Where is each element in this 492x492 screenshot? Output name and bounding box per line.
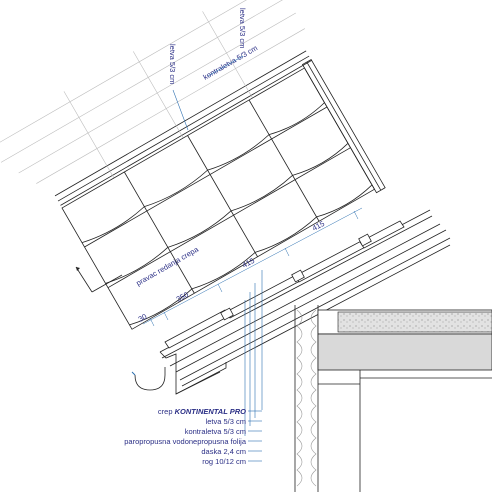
ceiling-slab: [318, 310, 492, 492]
dim-30: 30: [136, 311, 149, 324]
label-letva-mid: letva 5/3 cm: [168, 44, 177, 85]
dim-415-a: 415: [240, 255, 256, 270]
legend-letva: letva 5/3 cm: [205, 417, 246, 426]
legend-folija: paropropusna vodonepropusna folija: [124, 437, 246, 446]
legend-rog: rog 10/12 cm: [202, 457, 246, 466]
dim-350: 350: [174, 289, 190, 304]
label-letva-top: letva 5/3 cm: [238, 8, 247, 49]
legend: [124, 407, 262, 466]
legend-kontraletva: kontraletva 5/3 cm: [184, 427, 246, 436]
legend-crep: crep KONTINENTAL PRO: [157, 407, 246, 416]
direction-arrow: [76, 267, 122, 292]
label-kontraletva-top: kontraletva 5/3 cm: [201, 43, 260, 82]
wall: [295, 305, 318, 492]
legend-daska: daska 2,4 cm: [201, 447, 246, 456]
label-direction: pravac redanja crepa: [134, 244, 201, 288]
dim-415-b: 415: [310, 218, 326, 233]
gutter: [135, 367, 165, 390]
